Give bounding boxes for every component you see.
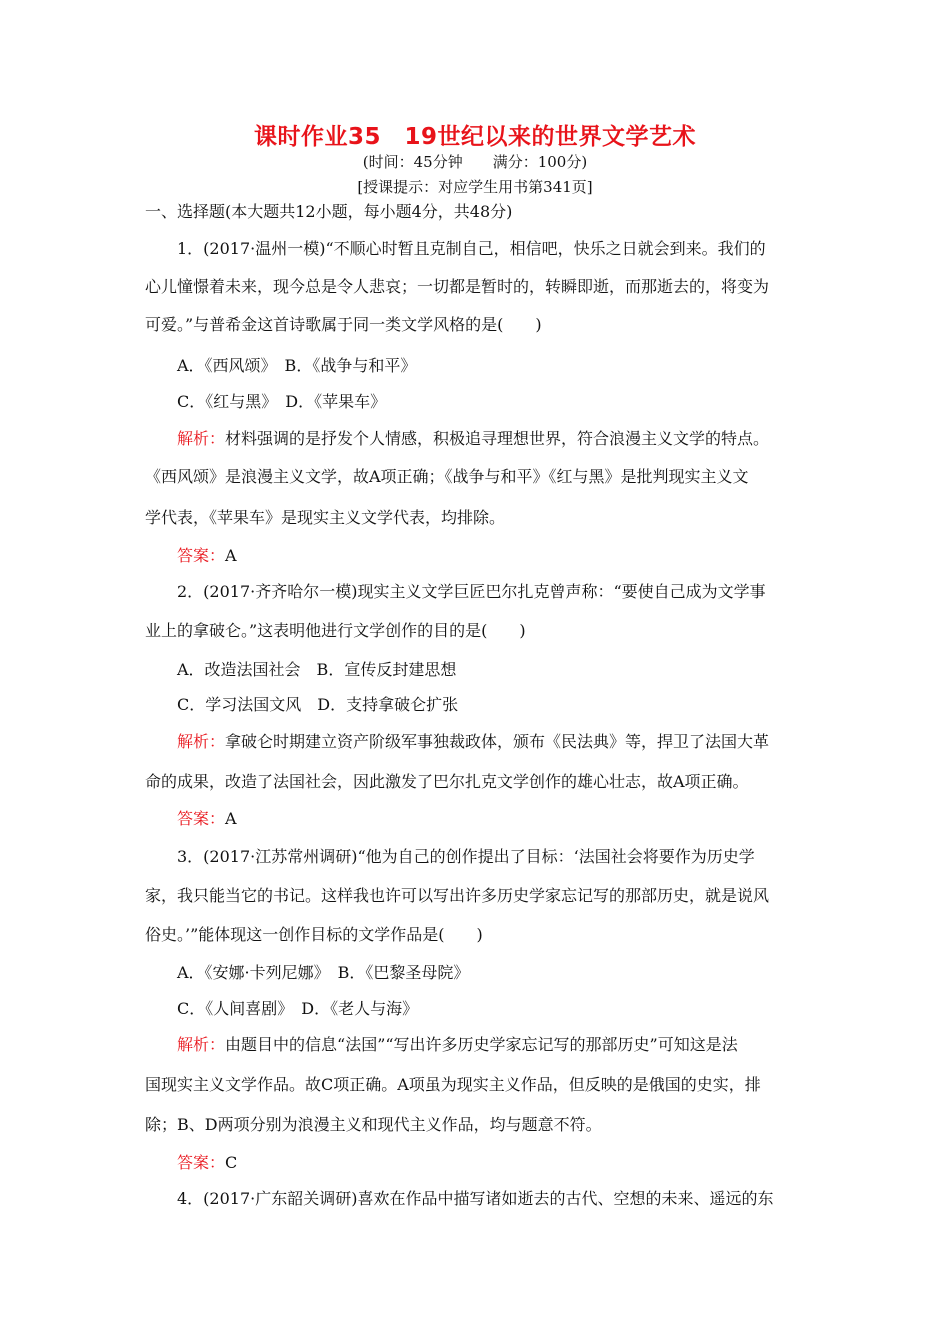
analysis-text: 由题目中的信息“法国”“写出许多历史学家忘记写的那部历史”可知这是法 [225,1035,738,1054]
analysis-text: 拿破仑时期建立资产阶级军事独裁政体，颁布《民法典》等，捍卫了法国大革 [225,732,770,751]
analysis-line: 命的成果，改造了法国社会，因此激发了巴尔扎克文学创作的雄心壮志，故A项正确。 [145,772,749,791]
analysis-line [177,731,810,753]
question-stem-line: 心儿憧憬着未来，现今总是令人悲哀；一切都是暂时的，转瞬即逝，而那逝去的，将变为 [145,277,770,296]
question-stem-line: 俗史。’”能体现这一创作目标的文学作品是( ) [145,925,483,944]
answer-line [177,808,842,830]
question-stem-line: 2．(2017·齐齐哈尔一模)现实主义文学巨匠巴尔扎克曾声称：“要使自己成为文学事 [177,582,766,601]
answer-line [177,1152,842,1174]
option-line: C．《红与黑》 D．《苹果车》 [177,392,387,411]
answer-value: A [225,809,237,828]
section-heading: 一、选择题(本大题共12小题，每小题4分，共48分) [145,202,513,221]
option-line: C．学习法国文风 D．支持拿破仑扩张 [177,695,459,714]
analysis-line: 国现实主义文学作品。故C项正确。A项虽为现实主义作品，但反映的是俄国的史实，排 [145,1075,761,1094]
analysis-line [177,428,810,450]
analysis-line: 学代表，《苹果车》是现实主义文学代表，均排除。 [145,508,506,527]
analysis-line: 《西风颂》是浪漫主义文学，故A项正确；《战争与和平》《红与黑》是批判现实主义文 [145,467,749,486]
analysis-label: 解析： [177,429,226,448]
question-stem-line: 可爱。”与普希金这首诗歌属于同一类文学风格的是( ) [145,315,542,334]
question-stem-line: 4．(2017·广东韶关调研)喜欢在作品中描写诸如逝去的古代、空想的未来、遥远的东 [177,1189,774,1208]
question-stem-line: 1．(2017·温州一模)“不顺心时暂且克制自己，相信吧，快乐之日就会到来。我们的 [177,239,766,258]
option-line: A．《西风颂》 B．《战争与和平》 [177,356,417,375]
analysis-line [177,1034,810,1056]
option-line: C．《人间喜剧》 D．《老人与海》 [177,999,419,1018]
teaching-hint: [授课提示：对应学生用书第341页] [357,178,593,196]
answer-label: 答案： [177,1153,226,1172]
question-stem-line: 业上的拿破仑。”这表明他进行文学创作的目的是( ) [145,621,526,640]
page-title: 课时作业35 19世纪以来的世界文学艺术 [253,124,696,150]
time-info: (时间：45分钟 满分：100分) [362,153,588,171]
analysis-text: 材料强调的是抒发个人情感，积极追寻理想世界，符合浪漫主义文学的特点。 [225,429,770,448]
option-line: A．《安娜·卡列尼娜》 B．《巴黎圣母院》 [177,963,470,982]
answer-value: A [225,546,237,565]
option-line: A．改造法国社会 B．宣传反封建思想 [177,660,457,679]
question-stem-line: 家，我只能当它的书记。这样我也许可以写出许多历史学家忘记写的那部历史，就是说风 [145,886,770,905]
answer-line [177,545,842,567]
analysis-line: 除；B、D两项分别为浪漫主义和现代主义作品，均与题意不符。 [145,1115,602,1134]
answer-value: C [225,1153,238,1172]
analysis-label: 解析： [177,1035,226,1054]
answer-label: 答案： [177,546,226,565]
question-stem-line: 3．(2017·江苏常州调研)“他为自己的创作提出了目标：‘法国社会将要作为历史学 [177,847,755,866]
analysis-label: 解析： [177,732,226,751]
answer-label: 答案： [177,809,226,828]
